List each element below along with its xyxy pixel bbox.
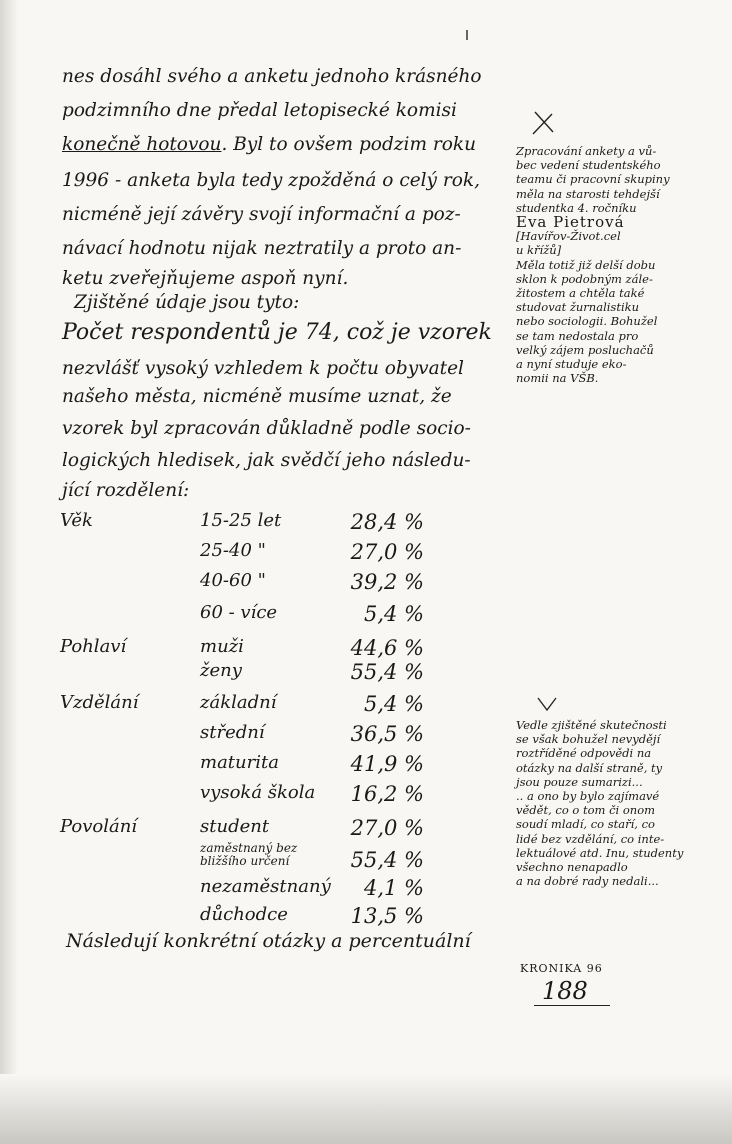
page-bottom-shadow <box>0 1074 732 1144</box>
row-label: ženy <box>200 660 242 681</box>
side-line: soudí mladí, co staří, co <box>516 817 655 832</box>
side-line: Vedle zjištěné skutečnosti <box>516 718 667 732</box>
side-line: u křížů] <box>516 243 562 258</box>
main-line-3 <box>62 134 476 156</box>
table-row <box>60 842 480 870</box>
main-line-11: našeho města, nicméně musíme uznat, že <box>62 386 452 407</box>
side-line: studentka 4. ročníku <box>516 200 637 215</box>
table-row <box>60 692 480 720</box>
side-line: Měla totiž již delší dobu <box>516 257 656 272</box>
side-line: nomii na VŠB. <box>516 371 599 386</box>
row-label: zaměstnaný bez bližšího určení <box>200 841 298 868</box>
row-label: vysoká škola <box>200 782 316 803</box>
row-value: 39,2 % <box>350 570 424 594</box>
editor-name: Eva Pietrová <box>516 213 625 232</box>
row-value: 55,4 % <box>350 660 424 684</box>
side-line: velký zájem posluchačů <box>516 342 654 357</box>
table-row <box>60 904 480 932</box>
main-line-3-rest: . Byl to ovšem podzim roku <box>221 134 476 155</box>
chronicle-label: KRONIKA 96 <box>520 962 603 975</box>
row-label: základní <box>200 692 277 713</box>
main-line-1: nes dosáhl svého a anketu jednoho krásného <box>62 66 482 87</box>
row-value: 41,9 % <box>350 752 424 776</box>
row-label: 40-60 " <box>200 570 266 591</box>
main-line-10: nezvlášť vysoký vzhledem k počtu obyvatel <box>62 358 464 379</box>
table-row <box>60 782 480 810</box>
side-line: studovat žurnalistiku <box>516 300 640 315</box>
table-row <box>60 752 480 780</box>
table-row <box>60 570 480 598</box>
check-mark-icon <box>534 694 560 716</box>
row-value: 4,1 % <box>363 876 424 900</box>
category-label: Povolání <box>60 816 138 837</box>
table-row <box>60 660 480 688</box>
row-value: 55,4 % <box>350 848 424 872</box>
side-line: bec vedení studentského <box>516 158 661 173</box>
side-line: a nyní studuje eko- <box>516 357 627 372</box>
cross-mark-icon <box>527 106 561 140</box>
row-value: 16,2 % <box>350 782 424 806</box>
main-line-2: podzimního dne předal letopisecké komisi <box>62 100 457 121</box>
page-number-underline <box>534 1005 610 1006</box>
category-label: Vzdělání <box>60 692 139 713</box>
side-line: jsou pouze sumarizi... <box>516 774 643 789</box>
side-note-editor <box>516 144 716 385</box>
row-value: 27,0 % <box>350 540 424 564</box>
main-line-14: jící rozdělení: <box>62 480 190 501</box>
side-line: [Havířov-Život.cel <box>516 229 621 244</box>
main-line-8: Zjištěné údaje jsou tyto: <box>74 292 300 313</box>
row-value: 13,5 % <box>350 904 424 928</box>
side-line: se tam nedostala pro <box>516 328 639 343</box>
main-line-4: 1996 - anketa byla tedy zpožděná o celý rok, <box>62 170 480 191</box>
row-value: 5,4 % <box>363 692 424 716</box>
page-binding-shadow <box>0 0 18 1144</box>
main-line-12: vzorek byl zpracován důkladně podle socio- <box>62 418 471 439</box>
side-line: sklon k podobným zále- <box>516 271 653 286</box>
row-label: 25-40 " <box>200 540 266 561</box>
side-line: roztříděné odpovědi na <box>516 746 652 761</box>
side-line: Zpracování ankety a vů- <box>516 144 657 158</box>
row-label: nezaměstnaný <box>200 876 331 897</box>
closing-line: Následují konkrétní otázky a percentuální <box>66 930 471 952</box>
row-value: 44,6 % <box>350 636 424 660</box>
side-line: vědět, co o tom či onom <box>516 803 656 818</box>
main-line-7: ketu zveřejňujeme aspoň nyní. <box>62 268 349 289</box>
category-label: Pohlaví <box>60 636 127 657</box>
side-line: všechno nenapadlo <box>516 860 628 875</box>
side-line: žitostem a chtěla také <box>516 286 645 301</box>
row-value: 5,4 % <box>363 602 424 626</box>
table-row <box>60 602 480 630</box>
side-line: měla na starosti tehdejší <box>516 186 660 201</box>
row-value: 28,4 % <box>350 510 424 534</box>
side-line: nebo sociologii. Bohužel <box>516 314 658 329</box>
category-label: Věk <box>60 510 93 531</box>
highlighted-phrase: konečně hotovou <box>62 134 222 155</box>
row-value: 27,0 % <box>350 816 424 840</box>
side-note-remark <box>516 718 716 888</box>
page-stamp <box>520 962 620 1006</box>
row-label: student <box>200 816 270 837</box>
row-label: muži <box>200 636 244 657</box>
row-label: střední <box>200 722 265 743</box>
side-line: a na dobré rady nedali... <box>516 874 659 889</box>
table-row <box>60 722 480 750</box>
row-value: 36,5 % <box>350 722 424 746</box>
main-line-13: logických hledisek, jak svědčí jeho následu- <box>62 450 471 471</box>
table-row <box>60 540 480 568</box>
main-line-5: nicméně její závěry svojí informační a poz- <box>62 204 461 225</box>
row-label: 15-25 let <box>200 510 282 531</box>
side-line: otázky na další straně, ty <box>516 760 663 775</box>
row-label: maturita <box>200 752 279 773</box>
table-row <box>60 816 480 844</box>
main-line-6: návací hodnotu nijak neztratily a proto an- <box>62 238 462 259</box>
side-line: lektuálové atd. Inu, studenty <box>516 845 684 860</box>
page-number: 188 <box>542 977 588 1005</box>
side-line: .. a ono by bylo zajímavé <box>516 789 660 804</box>
table-row <box>60 510 480 538</box>
top-edge-mark <box>466 30 468 40</box>
row-label: důchodce <box>200 904 288 925</box>
row-label: 60 - více <box>200 602 278 623</box>
table-row <box>60 876 480 904</box>
side-line: se však bohužel nevydějí <box>516 732 661 747</box>
side-line: lidé bez vzdělání, co inte- <box>516 831 665 846</box>
side-line: teamu či pracovní skupiny <box>516 172 670 187</box>
main-line-9: Počet respondentů je 74, což je vzorek <box>62 320 492 345</box>
